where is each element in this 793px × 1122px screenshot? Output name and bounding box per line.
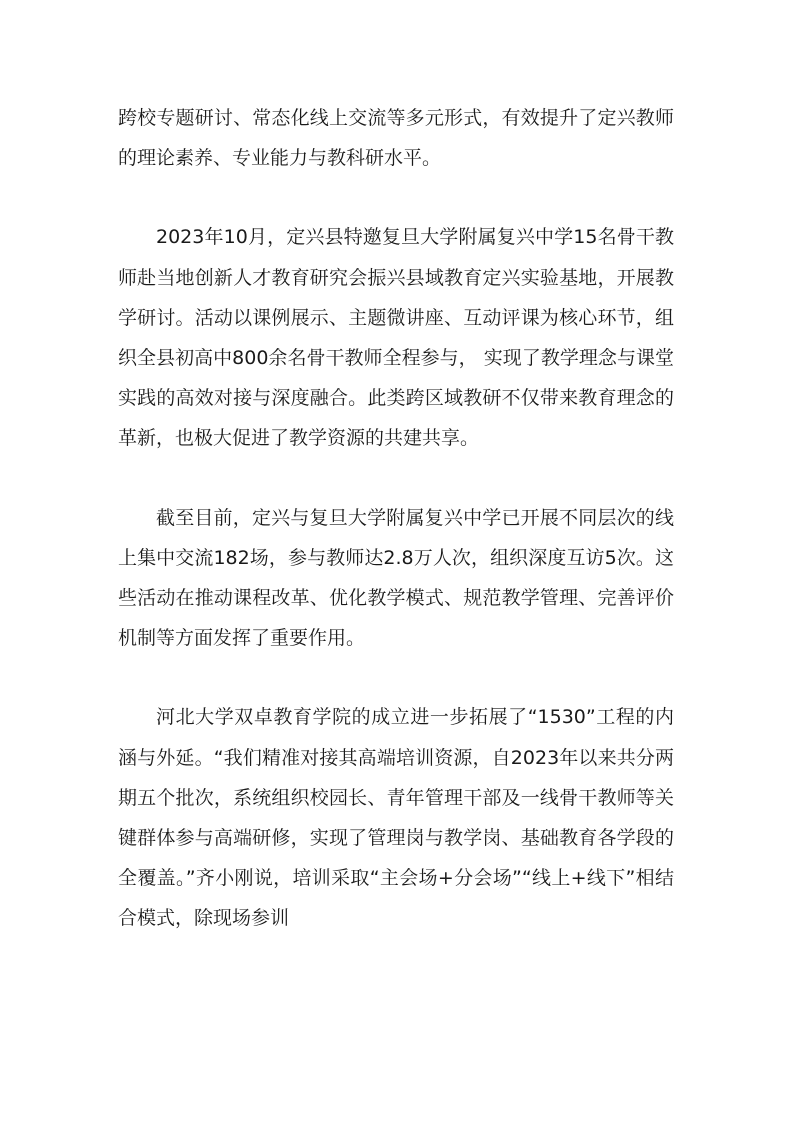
paragraph-4: 河北大学双卓教育学院的成立进一步拓展了“1530”工程的内涵与外延。“我们精准对接其高端培训资源，自2023年以来共分两期五个批次，系统组织校园长、青年管理干部及一线骨干教师等关键群体参与高端研修，实现了管理岗与教学岗、基础教育各学段的全覆盖。”齐小刚说，培训采取“主会场+分会场”“线上+线下”相结合模式，除现场参训 (118, 706, 674, 930)
paragraph-3: 截至目前，定兴与复旦大学附属复兴中学已开展不同层次的线上集中交流182场，参与教师达2.8万人次，组织深度互访5次。这些活动在推动课程改革、优化教学模式、规范教学管理、完善评价机制等方面发挥了重要作用。 (118, 506, 674, 650)
document-body (118, 98, 674, 978)
paragraph-1: 跨校专题研讨、常态化线上交流等多元形式，有效提升了定兴教师的理论素养、专业能力与教科研水平。 (118, 107, 674, 170)
paragraph-2: 2023年10月，定兴县特邀复旦大学附属复兴中学15名骨干教师赴当地创新人才教育研究会振兴县域教育定兴实验基地，开展教学研讨。活动以课例展示、主题微讲座、互动评课为核心环节，组织全县初高中800余名骨干教师全程参与， 实现了教学理念与课堂实践的高效对接与深度融合。此类跨区域教研不仅带来教育理念的革新，也极大促进了教学资源的共建共享。 (118, 226, 674, 450)
